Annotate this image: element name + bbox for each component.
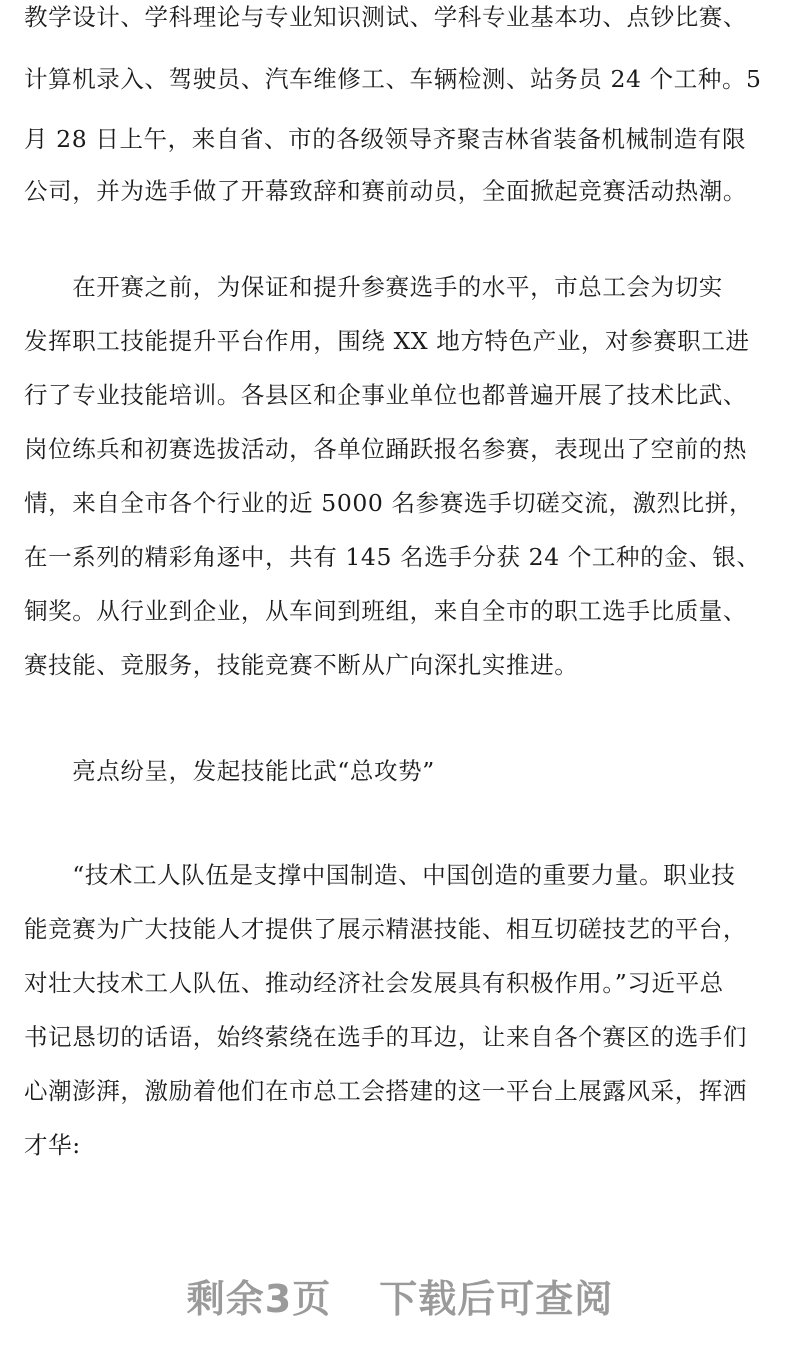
paragraph-line: 行了专业技能培训。各县区和企事业单位也都普遍开展了技术比武、	[24, 381, 747, 409]
paragraph-line: 才华:	[24, 1131, 81, 1159]
download-prompt[interactable]	[0, 1268, 800, 1323]
paragraph-line: 教学设计、学科理论与专业知识测试、学科专业基本功、点钞比赛、	[24, 3, 747, 31]
paragraph-line: 能竞赛为广大技能人才提供了展示精湛技能、相互切磋技艺的平台，	[24, 915, 747, 943]
paragraph-line: 心潮澎湃，激励着他们在市总工会搭建的这一平台上展露风采，挥洒	[24, 1077, 747, 1105]
paragraph-line: 对壮大技术工人队伍、推动经济社会发展具有积极作用。”习近平总	[24, 969, 724, 997]
paragraph-line: 发挥职工技能提升平台作用，围绕 XX 地方特色产业，对参赛职工进	[24, 327, 750, 355]
paragraph-line: 岗位练兵和初赛选拔活动，各单位踊跃报名参赛，表现出了空前的热	[24, 435, 747, 463]
paragraph-line: 月 28 日上午，来自省、市的各级领导齐聚吉林省装备机械制造有限	[24, 125, 747, 153]
paragraph-line: 在一系列的精彩角逐中，共有 145 名选手分获 24 个工种的金、银、	[24, 543, 761, 571]
paragraph-line: 书记恳切的话语，始终萦绕在选手的耳边，让来自各个赛区的选手们	[24, 1023, 747, 1051]
paragraph-line: 公司，并为选手做了开幕致辞和赛前动员，全面掀起竞赛活动热潮。	[24, 177, 747, 205]
remaining-pages-text: 剩余3页	[186, 1277, 332, 1321]
section-heading: 亮点纷呈，发起技能比武“总攻势”	[24, 757, 435, 785]
paragraph-line: 铜奖。从行业到企业，从车间到班组，来自全市的职工选手比质量、	[24, 597, 747, 625]
paragraph-line: 情，来自全市各个行业的近 5000 名参赛选手切磋交流，激烈比拼，	[24, 489, 754, 517]
paragraph-line: 赛技能、竞服务，技能竞赛不断从广向深扎实推进。	[24, 651, 579, 679]
download-to-view-text: 下载后可查阅	[379, 1277, 614, 1321]
paragraph-line: “技术工人队伍是支撑中国制造、中国创造的重要力量。职业技	[24, 861, 736, 889]
paragraph-line: 计算机录入、驾驶员、汽车维修工、车辆检测、站务员 24 个工种。5	[24, 65, 762, 93]
paragraph-line: 在开赛之前，为保证和提升参赛选手的水平，市总工会为切实	[24, 273, 723, 301]
